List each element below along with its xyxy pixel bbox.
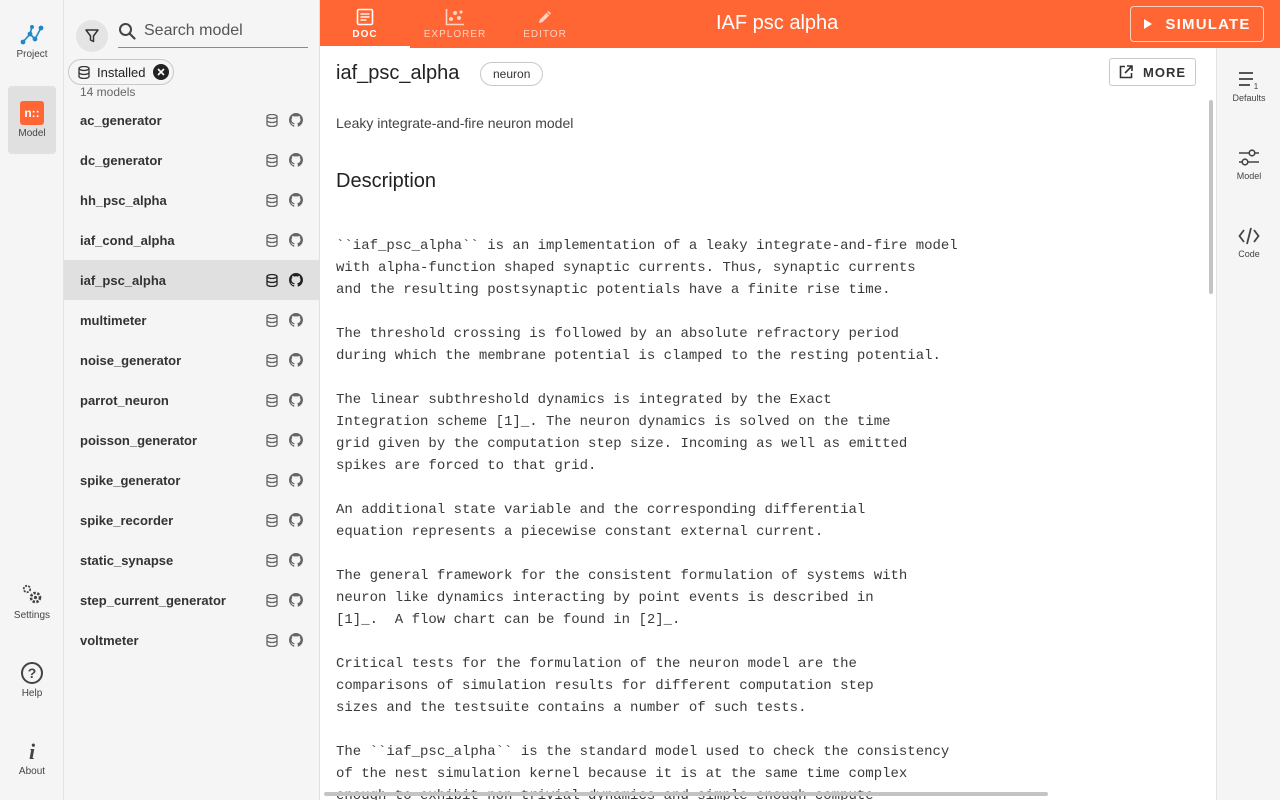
model-name: hh_psc_alpha <box>80 192 167 208</box>
help-icon <box>20 661 44 685</box>
github-icon[interactable] <box>284 308 308 332</box>
model-doc-title: iaf_psc_alpha <box>336 62 460 84</box>
github-icon[interactable] <box>284 428 308 452</box>
model-name: voltmeter <box>80 632 139 648</box>
svg-text:n::: n:: <box>24 106 40 120</box>
network-icon <box>19 24 45 46</box>
tab-editor[interactable] <box>500 0 590 48</box>
database-icon[interactable] <box>260 268 284 292</box>
database-icon[interactable] <box>260 428 284 452</box>
model-name: parrot_neuron <box>80 392 169 408</box>
database-icon[interactable] <box>260 548 284 572</box>
database-icon[interactable] <box>260 588 284 612</box>
model-list-item[interactable] <box>64 260 320 300</box>
top-bar <box>320 0 1280 48</box>
rail-defaults[interactable] <box>1225 56 1273 116</box>
svg-text:1: 1 <box>1253 81 1259 90</box>
settings-gears-icon <box>20 583 44 607</box>
github-icon[interactable] <box>284 148 308 172</box>
rail-project-label: Project <box>16 49 48 60</box>
play-icon <box>1143 18 1153 30</box>
github-icon[interactable] <box>284 508 308 532</box>
nest-logo-icon <box>20 101 44 125</box>
database-icon[interactable] <box>260 228 284 252</box>
model-list <box>64 100 320 660</box>
more-label: MORE <box>1143 64 1186 80</box>
search-icon <box>118 22 136 40</box>
rail-model-settings-label: Model <box>1236 170 1262 181</box>
database-icon[interactable] <box>260 388 284 412</box>
rail-project[interactable] <box>8 8 56 76</box>
github-icon[interactable] <box>284 348 308 372</box>
sliders-icon <box>1238 148 1260 168</box>
app-title: IAF psc alpha <box>716 12 839 34</box>
defaults-list-icon <box>1238 70 1260 90</box>
code-icon <box>1238 226 1260 246</box>
model-name: multimeter <box>80 312 147 328</box>
github-icon[interactable] <box>284 548 308 572</box>
github-icon[interactable] <box>284 108 308 132</box>
tab-doc[interactable] <box>320 0 410 48</box>
app-rail <box>0 0 64 800</box>
github-icon[interactable] <box>284 228 308 252</box>
model-list-item[interactable] <box>64 380 320 420</box>
model-list-item[interactable] <box>64 460 320 500</box>
model-list-item[interactable] <box>64 140 320 180</box>
tab-explorer[interactable] <box>410 0 500 48</box>
search-box <box>118 14 308 48</box>
rail-settings-label: Settings <box>13 610 51 621</box>
model-list-item[interactable] <box>64 420 320 460</box>
github-icon[interactable] <box>284 268 308 292</box>
simulate-button[interactable] <box>1130 6 1264 42</box>
github-icon[interactable] <box>284 588 308 612</box>
database-icon[interactable] <box>260 628 284 652</box>
model-type-tag: neuron <box>480 62 543 86</box>
model-list-item[interactable] <box>64 540 320 580</box>
rail-about[interactable] <box>8 724 56 792</box>
rail-defaults-label: Defaults <box>1232 92 1266 103</box>
model-name: static_synapse <box>80 552 174 568</box>
model-name: ac_generator <box>80 112 162 128</box>
model-list-item[interactable] <box>64 180 320 220</box>
model-name: poisson_generator <box>80 432 198 448</box>
rail-settings[interactable] <box>8 568 56 636</box>
search-input[interactable] <box>144 22 294 40</box>
filter-icon <box>84 28 100 44</box>
simulate-label: SIMULATE <box>1165 15 1251 33</box>
model-list-item[interactable] <box>64 100 320 140</box>
github-icon[interactable] <box>284 388 308 412</box>
model-name: noise_generator <box>80 352 182 368</box>
rail-code-label: Code <box>1238 248 1260 259</box>
tab-explorer-label: EXPLORER <box>423 29 487 40</box>
vertical-scrollbar[interactable] <box>1209 100 1213 294</box>
document-icon <box>356 8 374 26</box>
model-list-item[interactable] <box>64 300 320 340</box>
model-list-item[interactable] <box>64 580 320 620</box>
model-name: spike_generator <box>80 472 181 488</box>
chip-remove-icon[interactable] <box>153 64 169 80</box>
database-icon[interactable] <box>260 468 284 492</box>
rail-code[interactable] <box>1225 212 1273 272</box>
rail-about-label: About <box>18 766 46 777</box>
model-name: step_current_generator <box>80 592 226 608</box>
installed-chip-label: Installed <box>97 64 146 80</box>
database-icon <box>78 66 90 79</box>
pencil-icon <box>536 8 554 26</box>
description-heading: Description <box>336 170 437 192</box>
model-list-item[interactable] <box>64 620 320 660</box>
more-button[interactable] <box>1109 58 1196 86</box>
right-rail <box>1216 48 1280 800</box>
description-body: ``iaf_psc_alpha`` is an implementation of a leaky integrate-and-fire model with alpha-function shaped synaptic currents. Thus, synaptic currents and the resulting postsynaptic potentials have a finite rise time. The threshold crossing is followed by an absolute refractory period during which the membrane potential is clamped to the resting potential. The linear subthreshold dynamics is integrated by the Exact Integration scheme [1]_. The neuron dynamics is solved on the time grid given by the computation step size. Incoming as well as emitted spikes are forced to that grid. An additional state variable and the corresponding differential equation represents a piecewise constant external current. The general framework for the consistent formulation of systems with neuron like dynamics interacting by point events is described in [1]_. A flow chart can be found in [2]_. Critical tests for the formulation of the neuron model are the comparisons of simulation results for different computation step sizes and the testsuite contains a number of such tests. The ``iaf_psc_alpha`` is the standard model used to check the consistency of the nest simulation kernel because it is at the same time complex <box>336 238 958 782</box>
database-icon[interactable] <box>260 188 284 212</box>
filter-button[interactable] <box>76 20 108 52</box>
model-panel <box>64 0 320 800</box>
model-list-item[interactable] <box>64 500 320 540</box>
tab-editor-label: EDITOR <box>523 29 567 40</box>
github-icon[interactable] <box>284 628 308 652</box>
rail-help-label: Help <box>21 688 43 699</box>
github-icon[interactable] <box>284 188 308 212</box>
open-in-new-icon <box>1119 65 1133 79</box>
rail-help[interactable] <box>8 646 56 714</box>
info-icon <box>20 739 44 763</box>
scatter-chart-icon <box>445 8 465 26</box>
github-icon[interactable] <box>284 468 308 492</box>
database-icon[interactable] <box>260 308 284 332</box>
installed-filter-chip[interactable] <box>68 59 174 85</box>
svg-text:i: i <box>28 739 36 763</box>
rail-model-label: Model <box>18 128 46 139</box>
model-name: iaf_psc_alpha <box>80 272 166 288</box>
tab-doc-label: DOC <box>352 29 378 40</box>
database-icon[interactable] <box>260 348 284 372</box>
rail-model-settings[interactable] <box>1225 134 1273 194</box>
model-name: dc_generator <box>80 152 163 168</box>
database-icon[interactable] <box>260 508 284 532</box>
model-name: spike_recorder <box>80 512 174 528</box>
model-list-item[interactable] <box>64 340 320 380</box>
database-icon[interactable] <box>260 108 284 132</box>
doc-content <box>320 48 1216 800</box>
horizontal-scrollbar[interactable] <box>324 792 1048 796</box>
rail-model[interactable] <box>8 86 56 154</box>
model-list-item[interactable] <box>64 220 320 260</box>
model-doc-subtitle: Leaky integrate-and-fire neuron model <box>336 115 574 131</box>
svg-text:?: ? <box>27 665 37 681</box>
database-icon[interactable] <box>260 148 284 172</box>
model-count: 14 models <box>80 85 136 99</box>
model-name: iaf_cond_alpha <box>80 232 175 248</box>
